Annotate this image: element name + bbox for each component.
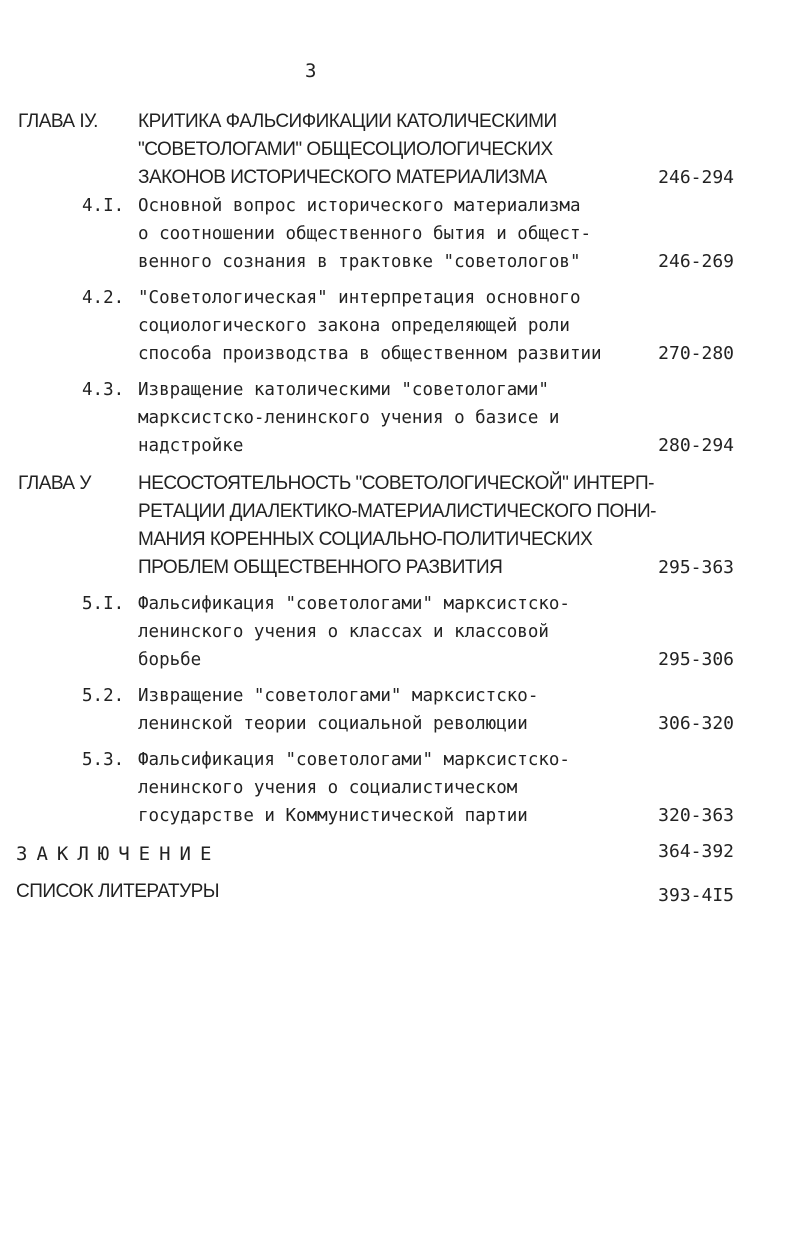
section-4-3-title: Извращение католическими "советологами" марксистско-ленинского учения о базисе и надстройке [138, 380, 560, 456]
chapter-4-pages: 246-294 [658, 167, 734, 188]
section-4-2-number: 4.2. [82, 288, 125, 308]
section-5-2-pages: 306-320 [658, 713, 734, 734]
section-4-3-number: 4.3. [82, 380, 125, 400]
section-5-3-title: Фальсификация "советологами" марксистско- ленинского учения о социалистическом государстве и Коммунистической партии [138, 750, 570, 826]
section-4-3-pages: 280-294 [658, 435, 734, 456]
section-5-2-title: Извращение "советологами" марксистско- ленинской теории социальной революции [138, 686, 539, 734]
section-5-2-number: 5.2. [82, 686, 125, 706]
page-number: 3 [305, 60, 317, 82]
section-5-1-pages: 295-306 [658, 649, 734, 670]
chapter-5-label: ГЛАВА У [18, 473, 91, 494]
section-4-1-pages: 246-269 [658, 251, 734, 272]
section-4-1-number: 4.I. [82, 196, 125, 216]
section-5-1-title: Фальсификация "советологами" марксистско- ленинского учения о классах и классовой борьбе [138, 594, 570, 670]
chapter-4-label: ГЛАВА IУ. [18, 111, 98, 132]
bibliography-label: СПИСОК ЛИТЕРАТУРЫ [16, 881, 220, 902]
chapter-4-title: КРИТИКА ФАЛЬСИФИКАЦИИ КАТОЛИЧЕСКИМИ "СОВЕТОЛОГАМИ" ОБЩЕСОЦИОЛОГИЧЕСКИХ ЗАКОНОВ ИСТОРИЧЕСКОГО МАТЕРИАЛИЗМА [138, 111, 557, 188]
conclusion-label: ЗАКЛЮЧЕНИЕ [16, 843, 221, 865]
section-4-2-pages: 270-280 [658, 343, 734, 364]
section-4-2-title: "Советологическая" интерпретация основного социологического закона определяющей роли способа производства в общественном развитии [138, 288, 602, 364]
section-5-3-pages: 320-363 [658, 805, 734, 826]
chapter-5-pages: 295-363 [658, 557, 734, 578]
section-4-1-title: Основной вопрос исторического материализма о соотношении общественного бытия и общест- венного сознания в трактовке "советологов" [138, 196, 592, 272]
conclusion-pages: 364-392 [658, 841, 734, 862]
bibliography-pages: 393-4I5 [658, 885, 734, 906]
section-5-1-number: 5.I. [82, 594, 125, 614]
section-5-3-number: 5.3. [82, 750, 125, 770]
chapter-5-title: НЕСОСТОЯТЕЛЬНОСТЬ "СОВЕТОЛОГИЧЕСКОЙ" ИНТЕРП- РЕТАЦИИ ДИАЛЕКТИКО-МАТЕРИАЛИСТИЧЕСКОГО ПОНИ- МАНИЯ КОРЕННЫХ СОЦИАЛЬНО-ПОЛИТИЧЕСКИХ ПРОБЛЕМ ОБЩЕСТВЕННОГО РАЗВИТИЯ [138, 473, 656, 578]
